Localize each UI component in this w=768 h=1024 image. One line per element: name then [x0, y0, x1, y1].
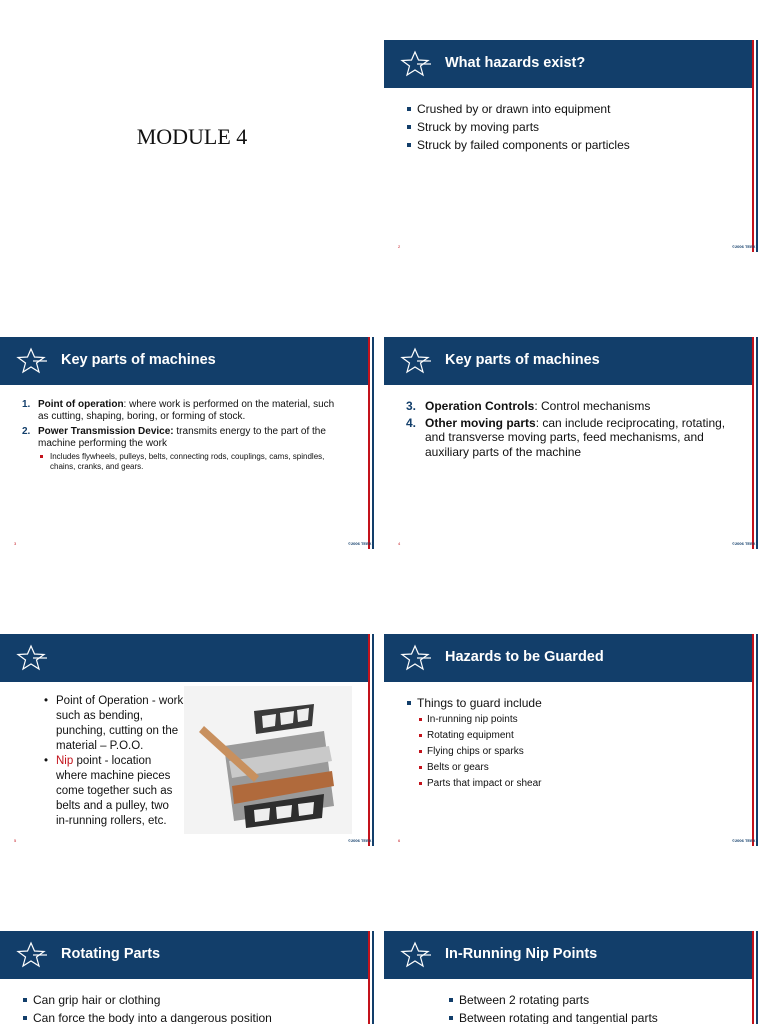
- star-icon: [14, 346, 48, 376]
- slide-key-parts-1: [0, 337, 384, 549]
- page-number: 2: [398, 244, 401, 249]
- item-number: 2.: [22, 426, 31, 437]
- list-item: [42, 754, 184, 829]
- slide-header: [0, 931, 368, 979]
- copyright: ©2006 TEEX: [348, 838, 372, 843]
- module-title: MODULE 4: [136, 124, 248, 149]
- flag-stripes: [752, 931, 758, 1024]
- key-parts-list: [406, 399, 726, 461]
- copyright: ©2006 TEEX: [732, 838, 756, 843]
- nip-list: [448, 991, 658, 1024]
- list-item: Can force the body into a dangerous position: [22, 1009, 272, 1024]
- sub-list: [38, 452, 347, 472]
- slide-header: [384, 40, 752, 88]
- page-number: 5: [14, 838, 17, 843]
- item-number: 3.: [406, 399, 417, 413]
- slide-in-running-nip: [384, 931, 768, 1024]
- list-item: Between rotating and tangential parts: [448, 1009, 658, 1024]
- flag-stripes: [752, 337, 758, 549]
- flag-stripes: [368, 337, 374, 549]
- slide-title: Key parts of machines: [445, 352, 600, 368]
- poo-list: [42, 694, 184, 829]
- sub-item: Parts that impact or shear: [417, 776, 542, 792]
- list-item: [406, 399, 726, 414]
- slide-point-of-operation: [0, 634, 384, 846]
- list-item: Struck by failed components or particles: [406, 136, 630, 154]
- slide-title: Hazards to be Guarded: [445, 649, 604, 665]
- sub-list: [417, 712, 542, 792]
- star-icon: [14, 940, 48, 970]
- sub-item: Belts or gears: [417, 760, 542, 776]
- star-icon: [398, 49, 432, 79]
- key-parts-list: [22, 399, 347, 475]
- slide-title: Rotating Parts: [61, 946, 161, 962]
- copyright: ©2006 TEEX: [732, 244, 756, 249]
- flag-stripes: [752, 634, 758, 846]
- slide-rotating-parts: [0, 931, 384, 1024]
- slide-module-title: [0, 40, 384, 252]
- slide-title: What hazards exist?: [445, 55, 586, 71]
- list-item: [22, 426, 347, 472]
- list-item: Struck by moving parts: [406, 118, 630, 136]
- star-icon: [398, 940, 432, 970]
- item-number: 4.: [406, 415, 417, 430]
- item-term: Point of operation: [38, 399, 124, 410]
- list-item: Between 2 rotating parts: [448, 991, 658, 1009]
- slide-header: [0, 337, 368, 385]
- flag-stripes: [368, 634, 374, 846]
- item-text: : Control mechanisms: [534, 399, 651, 413]
- slide-title: Key parts of machines: [61, 352, 216, 368]
- page-number: 3: [14, 541, 17, 546]
- item-term: Operation Controls: [425, 399, 535, 413]
- list-item: Crushed by or drawn into equipment: [406, 100, 630, 118]
- flag-stripes: [752, 40, 758, 252]
- hazard-list: [406, 100, 630, 154]
- slide-key-parts-2: [384, 337, 768, 549]
- item-term: Other moving parts: [425, 415, 536, 430]
- list-item: [406, 694, 542, 792]
- slide-header: [384, 931, 752, 979]
- copyright: ©2006 TEEX: [732, 541, 756, 546]
- sub-item: In-running nip points: [417, 712, 542, 728]
- sub-item: Includes flywheels, pulleys, belts, connecting rods, couplings, cams, spindles, chains, cranks, and gears.: [38, 452, 347, 472]
- item-text: : can include reciprocating, rotating, and transverse moving parts, feed mechanisms, and auxiliary parts of the machine: [425, 415, 726, 459]
- rotating-list: [22, 991, 272, 1024]
- flag-stripes: [368, 931, 374, 1024]
- copyright: ©2006 TEEX: [348, 541, 372, 546]
- slide-what-hazards: [384, 40, 768, 252]
- slide-hazards-guarded: [384, 634, 768, 846]
- slide-title: In-Running Nip Points: [445, 946, 598, 962]
- item-number: 1.: [22, 399, 31, 410]
- list-item: Can grip hair or clothing: [22, 991, 272, 1009]
- page-number: 6: [398, 838, 401, 843]
- item-text: : where work is performed on the material, such as cutting, shaping, boring, or forming of stock.: [38, 399, 335, 422]
- slide-header: [384, 337, 752, 385]
- list-item: [406, 416, 726, 460]
- star-icon: [14, 643, 48, 673]
- list-item: • Point of Operation - work such as bending, punching, cutting on the material – P.O.O.: [42, 694, 184, 754]
- slide-header: [0, 634, 368, 682]
- star-icon: [398, 643, 432, 673]
- list-item: [22, 399, 347, 423]
- slide-header: [384, 634, 752, 682]
- list-intro: Things to guard include: [417, 696, 542, 710]
- guard-list: [406, 694, 542, 792]
- item-text: transmits energy to the part of the machine performing the work: [38, 426, 326, 449]
- sub-item: Rotating equipment: [417, 728, 542, 744]
- machine-illustration: [184, 686, 352, 834]
- item-term: Power Transmission Device:: [38, 426, 174, 437]
- item-text: point - location where machine pieces come together such as belts and a pulley, two in-running rollers, etc.: [56, 755, 173, 827]
- nip-highlight: Nip: [56, 755, 74, 767]
- star-icon: [398, 346, 432, 376]
- page-number: 4: [398, 541, 401, 546]
- sub-item: Flying chips or sparks: [417, 744, 542, 760]
